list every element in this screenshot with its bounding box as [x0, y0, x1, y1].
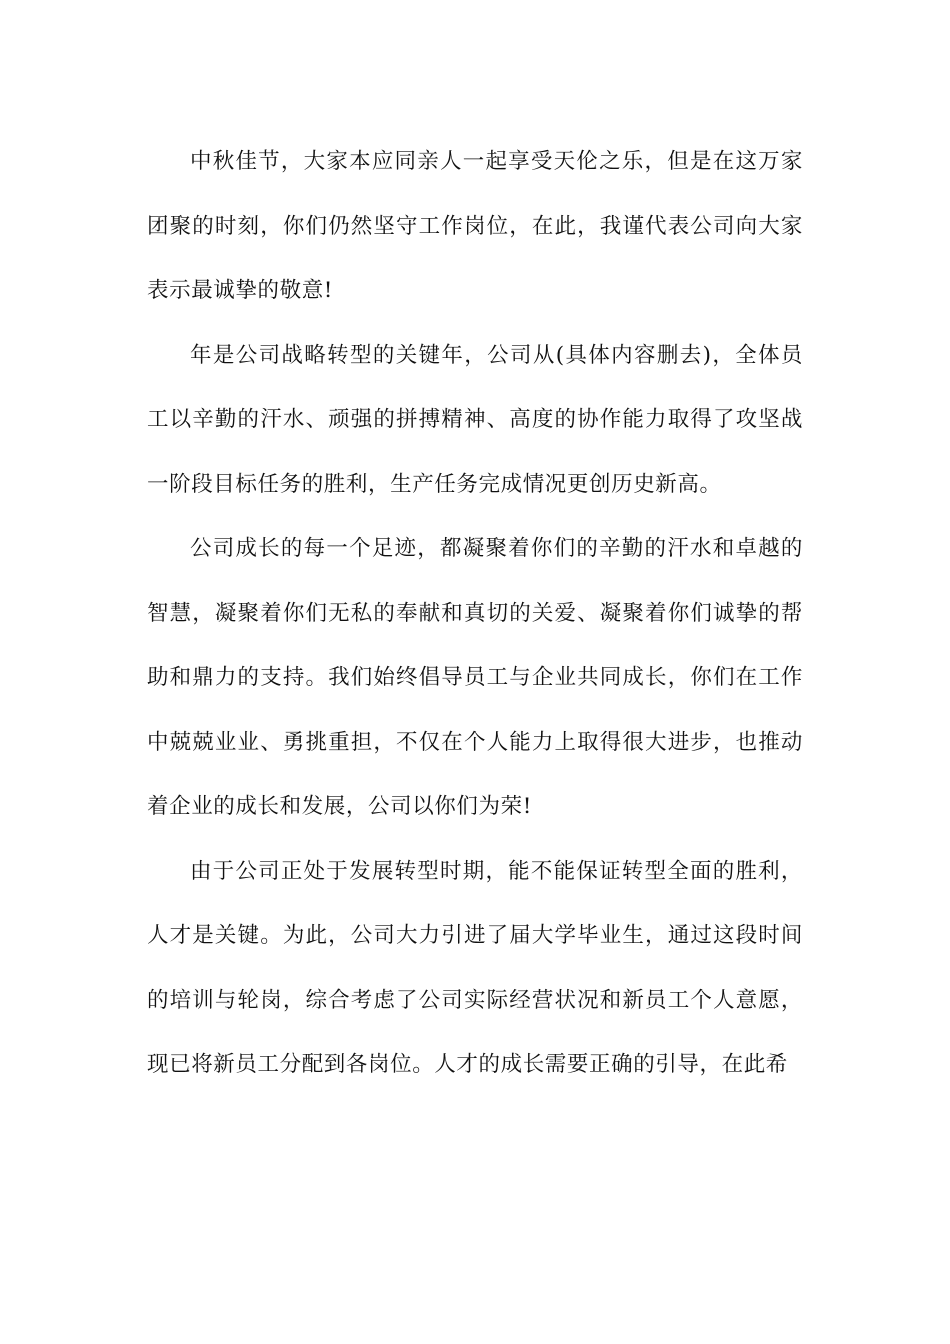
paragraph-2: 年是公司战略转型的关键年，公司从(具体内容删去)，全体员工以辛勤的汗水、顽强的拼搏精神、高度的协作能力取得了攻坚战一阶段目标任务的胜利，生产任务完成情况更创历史新高。 — [147, 342, 803, 497]
document-body — [147, 130, 803, 1098]
paragraph-4: 由于公司正处于发展转型时期，能不能保证转型全面的胜利，人才是关键。为此，公司大力引进了届大学毕业生，通过这段时间的培训与轮岗，综合考虑了公司实际经营状况和新员工个人意愿，现已将新员工分配到各岗位。人才的成长需要正确的引导，在此希 — [147, 858, 803, 1077]
paragraph-3: 公司成长的每一个足迹，都凝聚着你们的辛勤的汗水和卓越的智慧，凝聚着你们无私的奉献和真切的关爱、凝聚着你们诚挚的帮助和鼎力的支持。我们始终倡导员工与企业共同成长，你们在工作中兢兢业业、勇挑重担，不仅在个人能力上取得很大进步，也推动着企业的成长和发展，公司以你们为荣! — [147, 536, 803, 819]
paragraph-1: 中秋佳节，大家本应同亲人一起享受天伦之乐，但是在这万家团聚的时刻，你们仍然坚守工作岗位，在此，我谨代表公司向大家表示最诚挚的敬意! — [147, 149, 803, 303]
